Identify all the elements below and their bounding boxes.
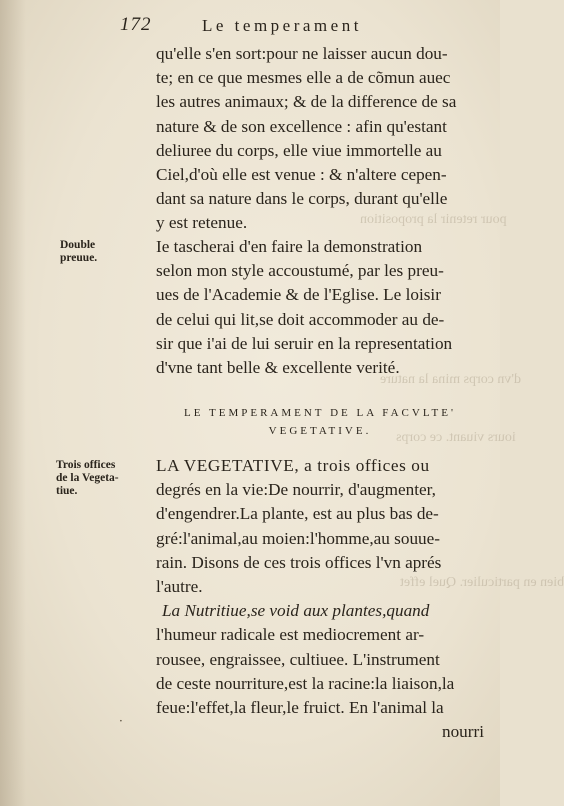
text-line: te; en ce que mesmes elle a de cõmun auec bbox=[156, 68, 451, 88]
text-line: qu'elle s'en sort:pour ne laisser aucun dou- bbox=[156, 44, 448, 63]
section-heading-line-1: LE TEMPERAMENT DE LA FACVLTE' bbox=[184, 407, 456, 419]
text-line: sir que i'ai de lui seruir en la representation bbox=[156, 333, 453, 353]
text-line: rousee, engraissee, cultiuee. L'instrument bbox=[156, 649, 440, 669]
text-line: l'humeur radicale est mediocrement ar- bbox=[156, 625, 425, 645]
margin-note-line: tiue. bbox=[56, 485, 78, 497]
text-line: rain. Disons de ces trois offices l'vn aprés bbox=[156, 552, 442, 572]
paragraph-3 bbox=[156, 454, 484, 744]
paragraph-2 bbox=[156, 235, 484, 380]
margin-note-line: de la Vegeta- bbox=[56, 472, 119, 484]
text-line: ues de l'Academie & de l'Eglise. Le loisir bbox=[156, 285, 441, 305]
margin-note-line: Trois offices bbox=[56, 459, 116, 471]
text-line: nature & de son excellence : afin qu'estant bbox=[156, 116, 447, 136]
page-number: 172 bbox=[120, 14, 152, 35]
margin-note-double-preuue bbox=[60, 239, 150, 265]
text-line: La Nutritiue,se void aux plantes,quand bbox=[162, 601, 430, 621]
running-title: Le temperament bbox=[202, 16, 362, 35]
catchword: nourri bbox=[441, 722, 484, 742]
text-line: Ciel,d'où elle est venue : & n'altere cepen- bbox=[156, 165, 447, 185]
text-line: feue:l'effet,la fleur,le fruict. En l'animal la bbox=[156, 698, 444, 718]
text-line: y est retenue. bbox=[156, 213, 248, 233]
margin-mark: · bbox=[119, 714, 123, 728]
bleed-through-text: d'vn corps mina la nature bbox=[380, 372, 521, 387]
text-line: de ceste nourriture,est la racine:la liaison,la bbox=[156, 673, 455, 693]
page-header bbox=[120, 14, 490, 38]
text-line: l'autre. bbox=[156, 577, 203, 597]
text-line: dant sa nature dans le corps, durant qu'elle bbox=[156, 189, 448, 209]
gutter-shadow bbox=[0, 0, 26, 806]
bleed-through-text: pour retenir la proposition bbox=[360, 212, 507, 227]
paragraph-1 bbox=[156, 42, 484, 236]
section-heading-line-2: VEGETATIVE. bbox=[268, 425, 372, 437]
text-line: les autres animaux; & de la difference de sa bbox=[156, 92, 457, 112]
margin-note-trois-offices bbox=[56, 459, 146, 498]
section-heading bbox=[156, 404, 484, 440]
bleed-through-text: bien en particulier. Quel effet bbox=[400, 575, 564, 590]
text-line: gré:l'animal,au moien:l'homme,au souue- bbox=[156, 528, 440, 548]
text-line: d'engendrer.La plante, est au plus bas de- bbox=[156, 504, 439, 524]
bleed-through-text: iours viuant. ce corps bbox=[396, 430, 516, 445]
text-line: deliuree du corps, elle viue immortelle au bbox=[156, 140, 442, 160]
text-line: LA VEGETATIVE, a trois offices ou bbox=[156, 456, 430, 475]
text-line: selon mon style accoustumé, par les preu- bbox=[156, 261, 444, 281]
margin-note-line: Double bbox=[60, 239, 96, 251]
text-line: d'vne tant belle & excellente verité. bbox=[156, 358, 400, 378]
text-line: Ie tascherai d'en faire la demonstration bbox=[156, 237, 423, 256]
text-line: de celui qui lit,se doit accommoder au de- bbox=[156, 309, 445, 329]
text-line: degrés en la vie:De nourrir, d'augmenter, bbox=[156, 480, 436, 500]
margin-note-line: preuue. bbox=[60, 252, 98, 264]
